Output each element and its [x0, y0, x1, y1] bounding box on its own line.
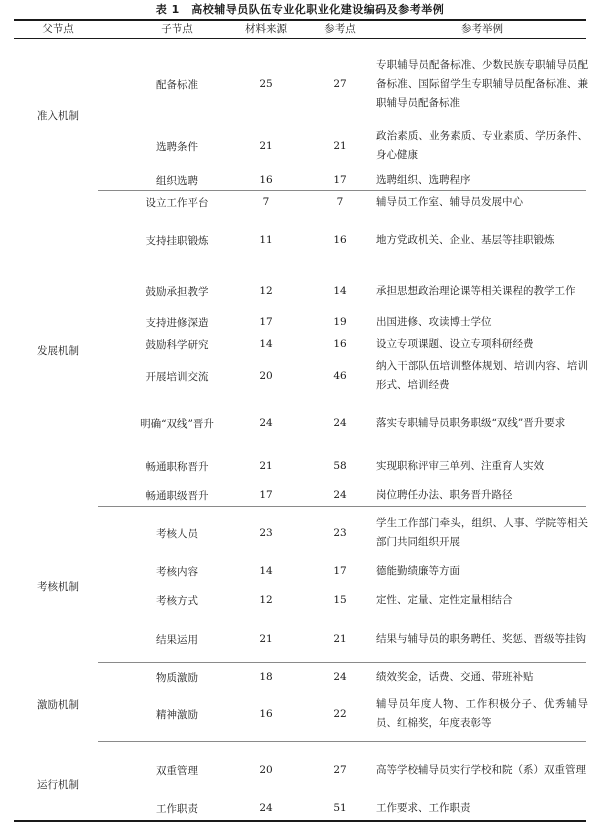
source-count-cell-text: 21	[259, 140, 273, 152]
source-count-cell	[236, 399, 296, 447]
table-row	[0, 746, 600, 794]
source-count-cell-text: 14	[259, 565, 273, 577]
source-count-cell-text: 20	[259, 370, 273, 382]
source-count-cell-text: 7	[262, 196, 270, 208]
source-count-cell	[236, 216, 296, 264]
example-cell-text: 纳入干部队伍培训整体规划、培训内容、培训形式、培训经费	[376, 360, 588, 391]
source-count-cell	[236, 355, 296, 397]
source-count-cell	[236, 746, 296, 794]
refpoint-count-cell	[310, 44, 370, 124]
table-row	[0, 618, 600, 660]
example-cell-text: 结果与辅导员的职务聘任、奖惩、晋级等挂钩	[376, 632, 586, 645]
refpoint-count-cell	[310, 484, 370, 506]
child-node-cell	[98, 484, 256, 506]
source-count-cell-text: 24	[259, 802, 273, 814]
group-divider	[98, 190, 586, 191]
refpoint-count-cell-text: 21	[333, 140, 347, 152]
source-count-cell	[236, 666, 296, 688]
refpoint-count-cell-text: 58	[333, 460, 347, 472]
table-row	[0, 561, 600, 581]
source-count-cell-text: 12	[259, 285, 273, 297]
source-count-cell	[236, 44, 296, 124]
source-count-cell	[236, 484, 296, 506]
example-cell-text: 地方党政机关、企业、基层等挂职锻炼	[376, 233, 555, 246]
child-node-cell	[98, 746, 256, 794]
refpoint-count-cell	[310, 170, 370, 190]
refpoint-count-cell	[310, 216, 370, 264]
example-cell	[376, 128, 588, 164]
child-node-cell	[98, 666, 256, 688]
example-cell-text: 学生工作部门牵头，组织、人事、学院等相关部门共同组织开展	[376, 517, 588, 548]
table-caption: 表 1 高校辅导员队伍专业化职业化建设编码及参考举例	[155, 3, 445, 16]
source-count-cell	[236, 584, 296, 616]
child-node-cell-text: 配备标准	[156, 78, 198, 91]
table-header	[0, 20, 600, 38]
refpoint-count-cell-text: 27	[333, 78, 347, 90]
table-row	[0, 192, 600, 212]
refpoint-count-cell	[310, 561, 370, 581]
source-count-cell-text: 18	[259, 671, 273, 683]
refpoint-count-cell	[310, 270, 370, 312]
example-cell	[376, 746, 588, 794]
child-node-cell	[98, 618, 256, 660]
source-count-cell-text: 16	[259, 708, 273, 720]
source-count-cell	[236, 449, 296, 483]
source-count-cell	[236, 192, 296, 212]
refpoint-count-cell-text: 24	[333, 417, 347, 429]
refpoint-count-cell	[310, 746, 370, 794]
child-node-cell-text: 畅通职称晋升	[145, 460, 209, 473]
child-node-cell-text: 物质激励	[156, 671, 198, 684]
source-count-cell-text: 17	[259, 489, 273, 501]
child-node-cell-text: 考核内容	[156, 565, 198, 578]
refpoint-count-cell-text: 16	[333, 338, 347, 350]
refpoint-count-cell-text: 15	[333, 594, 347, 606]
source-count-cell-text: 23	[259, 527, 273, 539]
refpoint-count-cell-text: 14	[333, 285, 347, 297]
child-node-cell	[98, 44, 256, 124]
example-cell	[376, 312, 588, 332]
child-node-cell-text: 设立工作平台	[145, 196, 209, 209]
child-node-cell	[98, 510, 256, 556]
header-example: 参考举例	[461, 23, 503, 35]
child-node-cell-text: 鼓励承担教学	[145, 285, 209, 298]
child-node-cell-text: 组织选聘	[156, 174, 198, 187]
example-cell-text: 辅导员工作室、辅导员发展中心	[376, 195, 523, 208]
example-cell	[376, 449, 588, 483]
refpoint-count-cell	[310, 334, 370, 354]
refpoint-count-cell	[310, 449, 370, 483]
example-cell	[376, 561, 588, 581]
child-node-cell	[98, 584, 256, 616]
header-refpoint: 参考点	[324, 23, 356, 35]
table-row	[0, 312, 600, 332]
example-cell-text: 工作要求、工作职责	[376, 801, 471, 814]
child-node-cell	[98, 334, 256, 354]
group-label: 激励机制	[37, 699, 79, 711]
refpoint-count-cell-text: 7	[336, 196, 344, 208]
child-node-cell	[98, 449, 256, 483]
child-node-cell-text: 工作职责	[156, 802, 198, 815]
example-cell	[376, 399, 588, 447]
refpoint-count-cell-text: 24	[333, 489, 347, 501]
child-node-cell	[98, 192, 256, 212]
table-row	[0, 44, 600, 124]
source-count-cell-text: 11	[259, 234, 273, 246]
group-divider	[98, 741, 586, 742]
source-count-cell	[236, 690, 296, 738]
example-cell-text: 德能勤绩廉等方面	[376, 564, 460, 577]
example-cell-text: 定性、定量、定性定量相结合	[376, 593, 513, 606]
source-count-cell	[236, 170, 296, 190]
example-cell	[376, 334, 588, 354]
refpoint-count-cell	[310, 399, 370, 447]
source-count-cell-text: 17	[259, 316, 273, 328]
table-row	[0, 355, 600, 397]
refpoint-count-cell-text: 24	[333, 671, 347, 683]
example-cell	[376, 690, 588, 738]
table-row	[0, 449, 600, 483]
refpoint-count-cell	[310, 618, 370, 660]
child-node-cell	[98, 270, 256, 312]
child-node-cell	[98, 561, 256, 581]
child-node-cell-text: 结果运用	[156, 633, 198, 646]
header-child: 子节点	[161, 23, 193, 35]
child-node-cell	[98, 355, 256, 397]
example-cell-text: 高等学校辅导员实行学校和院（系）双重管理	[376, 763, 586, 776]
table-row	[0, 796, 600, 820]
table-row	[0, 170, 600, 190]
source-count-cell	[236, 510, 296, 556]
refpoint-count-cell-text: 21	[333, 633, 347, 645]
child-node-cell	[98, 690, 256, 738]
source-count-cell-text: 24	[259, 417, 273, 429]
child-node-cell-text: 考核方式	[156, 594, 198, 607]
example-cell	[376, 484, 588, 506]
refpoint-count-cell-text: 23	[333, 527, 347, 539]
table-row	[0, 666, 600, 688]
group-divider	[98, 662, 586, 663]
example-cell	[376, 170, 588, 190]
child-node-cell-text: 双重管理	[156, 764, 198, 777]
example-cell-text: 实现职称评审三单列、注重育人实效	[376, 459, 544, 472]
example-cell	[376, 618, 588, 660]
child-node-cell	[98, 312, 256, 332]
child-node-cell-text: 明确“双线”晋升	[140, 417, 214, 430]
example-cell	[376, 216, 588, 264]
refpoint-count-cell	[310, 312, 370, 332]
header-rule	[14, 38, 586, 39]
child-node-cell-text: 畅通职级晋升	[145, 489, 209, 502]
source-count-cell	[236, 334, 296, 354]
refpoint-count-cell	[310, 192, 370, 212]
table-row	[0, 270, 600, 312]
source-count-cell-text: 14	[259, 338, 273, 350]
example-cell	[376, 666, 588, 688]
source-count-cell-text: 25	[259, 78, 273, 90]
child-node-cell	[98, 796, 256, 820]
source-count-cell	[236, 312, 296, 332]
child-node-cell	[98, 128, 256, 164]
example-cell-text: 承担思想政治理论课等相关课程的教学工作	[376, 284, 576, 297]
refpoint-count-cell-text: 16	[333, 234, 347, 246]
group-divider	[98, 506, 586, 507]
refpoint-count-cell-text: 51	[333, 802, 347, 814]
refpoint-count-cell	[310, 690, 370, 738]
child-node-cell-text: 考核人员	[156, 527, 198, 540]
child-node-cell	[98, 170, 256, 190]
child-node-cell-text: 选聘条件	[156, 140, 198, 153]
example-cell-text: 岗位聘任办法、职务晋升路径	[376, 488, 513, 501]
source-count-cell	[236, 796, 296, 820]
group-label: 考核机制	[37, 581, 79, 593]
refpoint-count-cell	[310, 355, 370, 397]
example-cell-text: 出国进修、攻读博士学位	[376, 315, 492, 328]
example-cell	[376, 192, 588, 212]
refpoint-count-cell	[310, 796, 370, 820]
example-cell-text: 专职辅导员配备标准、少数民族专职辅导员配备标准、国际留学生专职辅导员配备标准、兼职辅导员配备标准	[376, 58, 588, 109]
refpoint-count-cell-text: 17	[333, 565, 347, 577]
example-cell	[376, 44, 588, 124]
example-cell-text: 政治素质、业务素质、专业素质、学历条件、身心健康	[376, 130, 588, 161]
example-cell	[376, 270, 588, 312]
table-row	[0, 334, 600, 354]
example-cell-text: 绩效奖金，话费、交通、带班补贴	[376, 670, 534, 683]
child-node-cell	[98, 399, 256, 447]
refpoint-count-cell	[310, 510, 370, 556]
example-cell-text: 设立专项课题、设立专项科研经费	[376, 337, 534, 350]
refpoint-count-cell	[310, 128, 370, 164]
child-node-cell-text: 开展培训交流	[145, 370, 209, 383]
example-cell	[376, 355, 588, 397]
header-source: 材料来源	[245, 23, 287, 35]
group-label: 准入机制	[37, 110, 79, 122]
example-cell	[376, 510, 588, 556]
source-count-cell-text: 16	[259, 174, 273, 186]
example-cell-text: 选聘组织、选聘程序	[376, 173, 471, 186]
source-count-cell-text: 21	[259, 633, 273, 645]
bottom-rule	[14, 820, 586, 822]
example-cell-text: 落实专职辅导员职务职级“双线”晋升要求	[376, 416, 566, 429]
refpoint-count-cell	[310, 584, 370, 616]
source-count-cell	[236, 270, 296, 312]
source-count-cell	[236, 561, 296, 581]
source-count-cell-text: 20	[259, 764, 273, 776]
table-row	[0, 584, 600, 616]
source-count-cell-text: 21	[259, 460, 273, 472]
refpoint-count-cell-text: 17	[333, 174, 347, 186]
table-row	[0, 216, 600, 264]
child-node-cell-text: 鼓励科学研究	[145, 338, 209, 351]
table-row	[0, 484, 600, 506]
group-label: 发展机制	[37, 345, 79, 357]
refpoint-count-cell-text: 27	[333, 764, 347, 776]
refpoint-count-cell	[310, 666, 370, 688]
child-node-cell-text: 精神激励	[156, 708, 198, 721]
source-count-cell-text: 12	[259, 594, 273, 606]
refpoint-count-cell-text: 46	[333, 370, 347, 382]
table-row	[0, 510, 600, 556]
source-count-cell	[236, 128, 296, 164]
example-cell	[376, 584, 588, 616]
example-cell-text: 辅导员年度人物、工作积极分子、优秀辅导员、红棉奖，年度表彰等	[376, 698, 588, 729]
refpoint-count-cell-text: 19	[333, 316, 347, 328]
refpoint-count-cell-text: 22	[333, 708, 347, 720]
child-node-cell-text: 支持挂职锻炼	[145, 234, 209, 247]
child-node-cell-text: 支持进修深造	[145, 316, 209, 329]
example-cell	[376, 796, 588, 820]
header-parent: 父节点	[42, 23, 74, 35]
table-row	[0, 399, 600, 447]
table-row	[0, 690, 600, 738]
child-node-cell	[98, 216, 256, 264]
table-row	[0, 128, 600, 164]
source-count-cell	[236, 618, 296, 660]
group-label: 运行机制	[37, 779, 79, 791]
